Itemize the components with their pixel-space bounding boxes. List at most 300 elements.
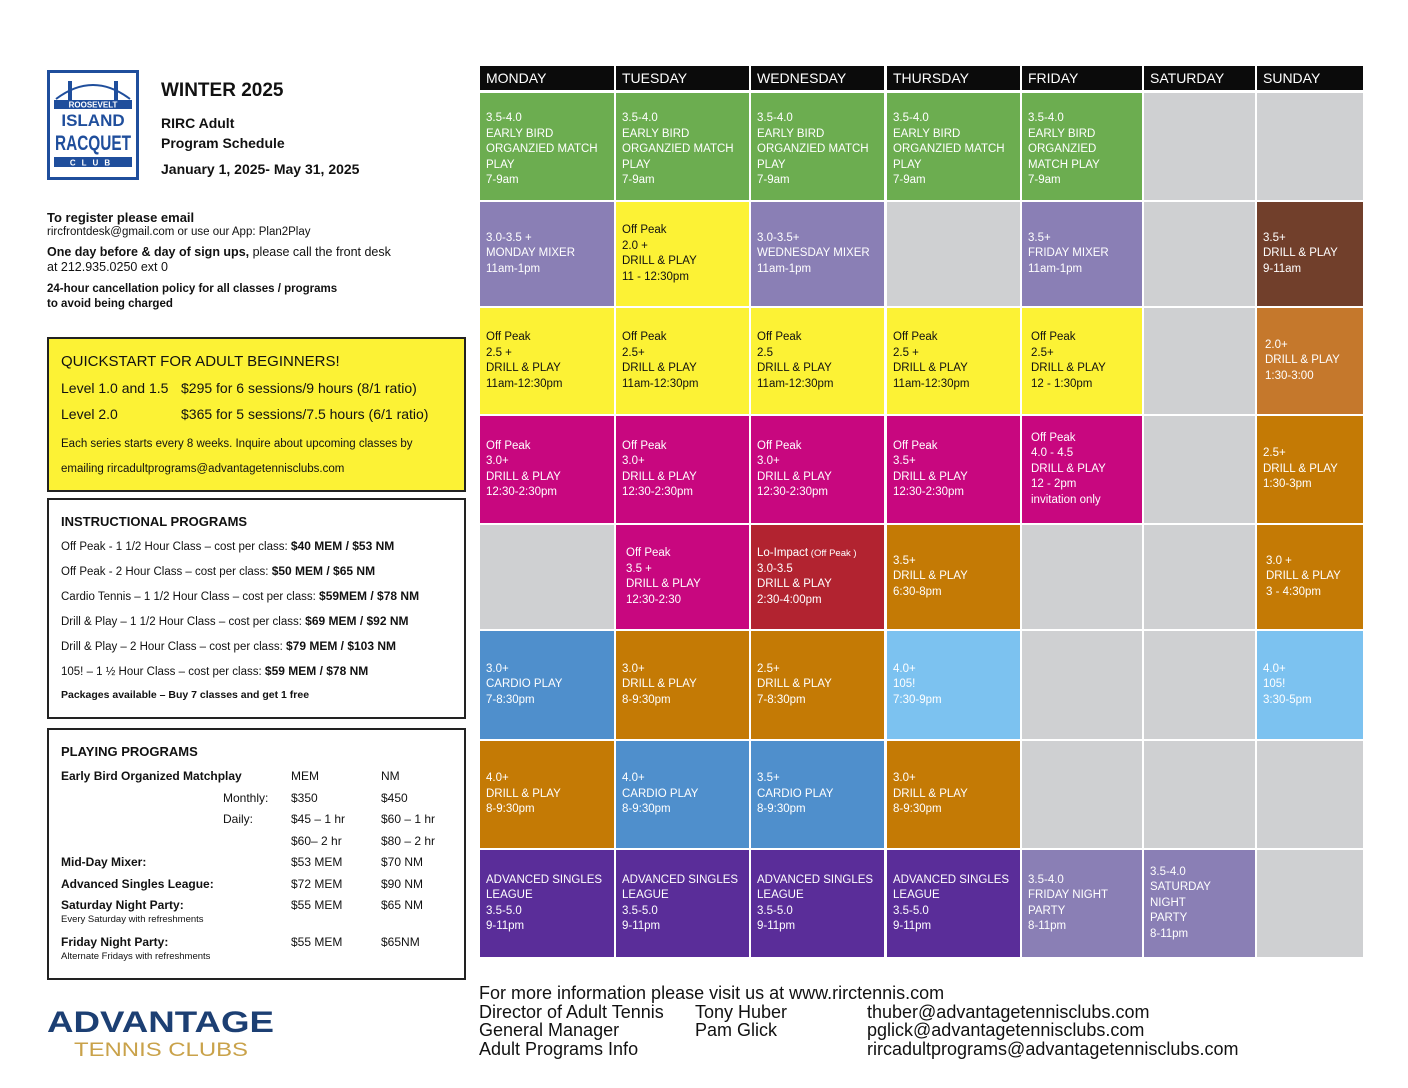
register-heading: To register please email: [47, 210, 195, 225]
cell-line: Off Peak: [486, 439, 531, 452]
register-email: rircfrontdesk@gmail.com or use our App: Plan2Play: [47, 226, 311, 238]
cell-line: WEDNESDAY MIXER: [757, 247, 870, 260]
day-header-wednesday: WEDNESDAY: [751, 66, 884, 90]
off-peak-label: (Off Peak ): [808, 548, 857, 559]
signup-notice: please call the front desk: [249, 245, 391, 259]
schedule-cell: [887, 741, 1020, 848]
cell-line: 9-11pm: [893, 920, 932, 932]
cell-line: DRILL & PLAY: [893, 787, 968, 800]
cell-line: Off Peak: [626, 547, 671, 559]
cell-line: ADVANCED SINGLES: [622, 873, 739, 886]
cell-line: DRILL & PLAY: [1265, 354, 1340, 367]
lo-impact-label: Lo-Impact: [757, 547, 809, 559]
cell-line: DRILL & PLAY: [757, 470, 832, 483]
schedule-cell: [616, 93, 749, 200]
cell-line: 3.5-5.0: [757, 904, 793, 917]
cell-line: LEAGUE: [757, 889, 804, 901]
saturday-mem: $55 MEM: [291, 898, 343, 912]
cell-line: SATURDAY NIGHT: [1150, 881, 1211, 909]
cell-line: 3.5-4.0: [486, 112, 522, 124]
schedule-cell: [1257, 308, 1363, 414]
website-info: For more information please visit us at www.rirctennis.com: [479, 983, 945, 1003]
contact-row: [479, 1021, 1299, 1040]
price-value: $59 MEM / $78 NM: [264, 664, 369, 678]
registration-info: [47, 210, 457, 312]
monthly-nm: $450: [381, 790, 408, 805]
empty-cell: [1022, 631, 1142, 739]
cell-line: 3.5+: [1263, 231, 1286, 244]
saturday-nm: $65 NM: [381, 898, 424, 912]
cell-line: 1:30-3:00: [1265, 369, 1314, 382]
cell-line: 3.5-5.0: [622, 904, 658, 917]
mem-header: MEM: [291, 769, 319, 783]
empty-cell: [1144, 741, 1255, 848]
schedule-cell: [480, 93, 614, 200]
empty-cell: [1144, 631, 1255, 739]
cell-line: 4.0+: [486, 772, 509, 785]
price-value: $59MEM / $78 NM: [319, 589, 420, 603]
price-row: [61, 614, 452, 639]
empty-cell: [1022, 525, 1142, 629]
cell-line: 3.0-3.5: [757, 562, 793, 575]
daily-mem: $45 – 1 hr: [291, 812, 346, 826]
cell-line: PARTY: [1150, 912, 1188, 925]
cell-line: CARDIO PLAY: [486, 678, 563, 691]
cell-line: 1:30-3pm: [1263, 478, 1312, 491]
day-header-tuesday: TUESDAY: [616, 66, 749, 90]
cell-line: 4.0+: [622, 772, 645, 785]
cell-line: 12 - 2pm: [1031, 478, 1077, 491]
cell-line: 3.5 +: [626, 562, 652, 575]
cell-line: 2.0 +: [622, 239, 648, 252]
cell-line: 3.5-5.0: [893, 904, 929, 917]
empty-cell: [480, 525, 614, 629]
cell-line: 11am-12:30pm: [893, 377, 970, 390]
cell-line: Off Peak: [1031, 331, 1076, 343]
cell-line: ADVANCED SINGLES: [486, 873, 603, 886]
cell-line: 7-8:30pm: [757, 693, 806, 706]
empty-cell: [1257, 93, 1363, 200]
price-desc: 105! – 1 ½ Hour Class – cost per class:: [61, 666, 265, 678]
contact-name: Tony Huber: [695, 1001, 788, 1022]
cell-line: 11am-12:30pm: [486, 377, 563, 390]
schedule-cell: [751, 93, 884, 200]
monthly-label: Monthly:: [223, 790, 269, 805]
price-value: $79 MEM / $103 NM: [285, 639, 397, 653]
empty-cell: [1144, 308, 1255, 414]
cell-line: LEAGUE: [622, 889, 669, 901]
cell-line: 2.5+: [622, 346, 645, 359]
quickstart-email: emailing rircadultprograms@advantagetennisclubs.com: [61, 463, 345, 475]
cell-line: 2.5+: [1031, 346, 1054, 359]
cell-line: 12 - 1:30pm: [1031, 377, 1093, 390]
cell-line: 2.5+: [757, 662, 780, 675]
cell-line: 12:30-2:30pm: [893, 486, 964, 498]
cell-line: 11am-1pm: [757, 262, 812, 275]
friday-label: Friday Night Party:: [61, 935, 169, 949]
schedule-cell: [887, 631, 1020, 739]
level-label: Level 1.0 and 1.5: [61, 380, 169, 396]
price-value: $69 MEM / $92 NM: [305, 614, 409, 628]
cell-line: MONDAY MIXER: [486, 247, 576, 260]
cell-line: DRILL & PLAY: [1266, 570, 1341, 583]
cell-line: 12:30-2:30pm: [622, 486, 693, 498]
cell-line: 8-11pm: [1028, 920, 1067, 932]
cell-line: 11am-12:30pm: [757, 377, 834, 390]
logo-line1: ROOSEVELT: [68, 100, 118, 110]
cell-line: Off Peak: [893, 439, 938, 452]
program-dates: January 1, 2025- May 31, 2025: [161, 161, 360, 177]
contact-email[interactable]: rircadultprograms@advantagetennisclubs.com: [867, 1038, 1239, 1059]
cell-line: DRILL & PLAY: [486, 787, 561, 800]
cell-line: 3.5-4.0: [1028, 873, 1064, 886]
cell-line: 8-11pm: [1150, 927, 1189, 940]
cell-line: 105!: [893, 678, 916, 691]
schedule-cell: [751, 525, 884, 629]
empty-cell: [1022, 741, 1142, 848]
cell-line: EARLY BIRD: [757, 127, 825, 140]
advantage-tennis-logo: [46, 1004, 276, 1065]
cell-line: 2.5 +: [486, 346, 512, 359]
cell-line: ADVANCED SINGLES: [757, 873, 874, 886]
daily-nm-2: $80 – 2 hr: [381, 833, 436, 848]
schedule-cell: [1257, 202, 1363, 306]
cell-line: ORGANZIED MATCH: [893, 143, 1005, 155]
cell-line: 3.0+: [893, 772, 916, 785]
rirc-logo: [47, 70, 139, 180]
price-row: [61, 639, 452, 664]
cell-line: 3.5+: [893, 455, 916, 467]
day-header-saturday: SATURDAY: [1144, 66, 1255, 90]
cell-line: 12:30-2:30pm: [757, 486, 828, 498]
schedule-cell: [751, 741, 884, 848]
schedule-cell: [1022, 202, 1142, 306]
cell-line: 3.0 +: [1266, 554, 1292, 567]
advanced-label: Advanced Singles League:: [61, 876, 214, 891]
schedule-cell: [751, 416, 884, 523]
contact-email[interactable]: pglick@advantagetennisclubs.com: [867, 1020, 1145, 1040]
tennis-clubs-wordmark: TENNIS CLUBS: [74, 1040, 248, 1061]
cell-line: 9-11pm: [486, 920, 525, 932]
cell-line: 8-9:30pm: [622, 803, 671, 816]
schedule-cell: [480, 850, 614, 957]
cell-line: 7:30-9pm: [893, 693, 942, 706]
cell-line: LEAGUE: [893, 889, 940, 901]
cell-line: Off Peak: [622, 224, 667, 236]
subtitle-line1: RIRC Adult: [161, 115, 235, 131]
instructional-title: INSTRUCTIONAL PROGRAMS: [61, 514, 248, 529]
cell-line: 3.5+: [1028, 231, 1051, 244]
cell-line: DRILL & PLAY: [622, 470, 697, 483]
daily-mem-2: $60– 2 hr: [291, 833, 342, 848]
level-price: $295 for 6 sessions/9 hours (8/1 ratio): [181, 380, 417, 396]
schedule-cell: [1257, 416, 1363, 523]
cell-line: PARTY: [1028, 904, 1066, 917]
cell-line: 8-9:30pm: [893, 803, 942, 816]
cell-line: 7-9am: [486, 174, 519, 186]
cell-line: invitation only: [1031, 493, 1101, 506]
empty-cell: [1144, 525, 1255, 629]
cell-line: 9-11am: [1263, 262, 1302, 275]
schedule-cell: [616, 416, 749, 523]
cell-line: 3.5-4.0: [757, 112, 793, 124]
cell-line: DRILL & PLAY: [757, 578, 832, 590]
cell-line: 3.5-4.0: [1150, 865, 1186, 878]
cell-line: DRILL & PLAY: [1031, 362, 1106, 374]
cell-line: 12:30-2:30: [626, 593, 681, 606]
schedule-cell: [616, 202, 749, 306]
cell-line: LEAGUE: [486, 889, 533, 901]
schedule-cell: [751, 850, 884, 957]
cell-line: 3.0-3.5 +: [486, 231, 532, 244]
cell-line: 105!: [1263, 678, 1286, 691]
contact-role: General Manager: [479, 1020, 620, 1040]
schedule-cell: [480, 741, 614, 848]
level-label: Level 2.0: [61, 406, 118, 422]
cell-line: PLAY: [757, 158, 786, 171]
day-header-thursday: THURSDAY: [887, 66, 1020, 90]
price-row: [61, 589, 452, 614]
cancellation-policy-2: to avoid being charged: [47, 298, 173, 310]
cell-line: PLAY: [893, 158, 922, 171]
midday-mem: $53 MEM: [291, 855, 343, 869]
cell-line: 4.0+: [893, 662, 916, 675]
cell-line: 8-9:30pm: [486, 803, 535, 816]
playing-title: PLAYING PROGRAMS: [61, 744, 198, 759]
cell-line: FRIDAY NIGHT: [1028, 889, 1109, 901]
friday-nm: $65NM: [381, 935, 420, 949]
cell-line: DRILL & PLAY: [893, 362, 968, 374]
early-bird-label: Early Bird Organized Matchplay: [61, 769, 242, 783]
cell-line: ADVANCED SINGLES: [893, 873, 1010, 886]
cell-line: 11am-1pm: [1028, 262, 1083, 275]
schedule-cell: [1022, 308, 1142, 414]
cell-line: CARDIO PLAY: [757, 787, 834, 800]
cell-line: DRILL & PLAY: [1263, 247, 1338, 260]
schedule-cell: [887, 850, 1020, 957]
cell-line: ORGANZIED MATCH: [757, 143, 869, 155]
price-desc: Drill & Play – 1 1/2 Hour Class – cost per class:: [61, 616, 306, 628]
cell-line: EARLY BIRD: [893, 127, 961, 140]
price-desc: Cardio Tennis – 1 1/2 Hour Class – cost per class:: [61, 591, 320, 603]
advanced-mem: $72 MEM: [291, 876, 343, 891]
cell-line: 9-11pm: [757, 920, 796, 932]
cell-line: 8-9:30pm: [757, 803, 806, 816]
cell-line: 2:30-4:00pm: [757, 593, 822, 606]
cell-line: EARLY BIRD: [622, 127, 690, 140]
cell-line: DRILL & PLAY: [1263, 462, 1338, 475]
monthly-mem: $350: [291, 790, 318, 805]
cell-line: CARDIO PLAY: [622, 787, 699, 800]
cell-line: 7-9am: [1028, 174, 1061, 186]
saturday-label: Saturday Night Party:: [61, 898, 184, 912]
empty-cell: [1144, 202, 1255, 306]
daily-nm: $60 – 1 hr: [381, 812, 436, 826]
subtitle-line2: Program Schedule: [161, 135, 285, 151]
cell-line: 9-11pm: [622, 920, 661, 932]
day-header-friday: FRIDAY: [1022, 66, 1142, 90]
cell-line: FRIDAY MIXER: [1028, 247, 1109, 260]
quickstart-note: Each series starts every 8 weeks. Inquire about upcoming classes by: [61, 438, 413, 450]
logo-line4: CLUB: [69, 158, 117, 168]
cell-line: DRILL & PLAY: [626, 578, 701, 590]
price-desc: Drill & Play – 2 Hour Class – cost per class:: [61, 641, 286, 653]
nm-header: NM: [381, 769, 400, 783]
cell-line: 3.0+: [757, 455, 780, 467]
cell-line: 7-8:30pm: [486, 693, 535, 706]
friday-mem: $55 MEM: [291, 935, 343, 949]
empty-cell: [1144, 93, 1255, 200]
cell-line: DRILL & PLAY: [622, 255, 697, 267]
instructional-programs-box: [47, 498, 466, 719]
cell-line: 3.0+: [622, 662, 645, 675]
price-value: $50 MEM / $65 NM: [271, 564, 376, 578]
schedule-cell: [1022, 93, 1142, 200]
logo-line3: RACQUET: [55, 132, 132, 155]
cell-line: 3.0+: [486, 455, 509, 467]
cancellation-policy: 24-hour cancellation policy for all classes / programs: [47, 283, 338, 295]
midday-label: Mid-Day Mixer:: [61, 855, 147, 869]
level-price: $365 for 5 sessions/7.5 hours (6/1 ratio): [181, 406, 429, 422]
advanced-nm: $90 NM: [381, 876, 424, 891]
cell-line: 3.0+: [486, 662, 509, 675]
day-header-monday: MONDAY: [480, 66, 614, 90]
empty-cell: [1257, 741, 1363, 848]
cell-line: PLAY: [622, 158, 651, 171]
quickstart-row: [61, 380, 452, 396]
schedule-cell: [1257, 525, 1363, 629]
contact-row: [479, 1040, 1299, 1059]
cell-line: DRILL & PLAY: [893, 470, 968, 483]
cell-line: 3:30-5pm: [1263, 693, 1312, 706]
cell-line: 11am-1pm: [486, 262, 541, 275]
contact-role: Adult Programs Info: [479, 1038, 639, 1059]
schedule-cell: [480, 631, 614, 739]
cell-line: 3.5-4.0: [893, 112, 929, 124]
schedule-cell: [1144, 850, 1255, 957]
playing-programs-box: [47, 728, 466, 980]
cell-line: EARLY BIRD: [1028, 127, 1096, 140]
cell-line: DRILL & PLAY: [622, 678, 697, 691]
empty-cell: [1144, 416, 1255, 523]
cell-line: Off Peak: [757, 331, 802, 343]
cell-line: DRILL & PLAY: [486, 470, 561, 483]
quickstart-title: QUICKSTART FOR ADULT BEGINNERS!: [61, 353, 340, 370]
price-row: [61, 539, 452, 564]
cell-line: 3.0+: [622, 455, 645, 467]
price-value: $40 MEM / $53 NM: [290, 539, 395, 553]
contact-row: [479, 1003, 1299, 1022]
cell-line: 2.5: [757, 346, 773, 359]
logo-line2: ISLAND: [61, 111, 125, 130]
day-header-sunday: SUNDAY: [1257, 66, 1363, 90]
cell-line: 3.5+: [893, 554, 916, 567]
cell-line: ORGANZIED: [1028, 143, 1097, 155]
cell-line: PLAY: [486, 158, 515, 171]
cell-line: DRILL & PLAY: [757, 678, 832, 691]
schedule-cell: [751, 631, 884, 739]
cell-line: ORGANZIED MATCH: [486, 143, 598, 155]
cell-line: Off Peak: [622, 439, 667, 452]
price-desc: Off Peak - 2 Hour Class – cost per class:: [61, 566, 272, 578]
schedule-cell: [887, 93, 1020, 200]
cell-line: DRILL & PLAY: [1031, 462, 1106, 475]
cell-line: DRILL & PLAY: [622, 362, 697, 374]
cell-line: Off Peak: [893, 331, 938, 343]
daily-label: Daily:: [223, 812, 254, 826]
cell-line: 2.5 +: [893, 346, 919, 359]
cell-line: DRILL & PLAY: [893, 570, 968, 583]
cell-line: 3.5-4.0: [1028, 112, 1064, 124]
cell-line: Off Peak: [1031, 431, 1076, 444]
schedule-cell: [1022, 416, 1142, 523]
cell-line: 3 - 4:30pm: [1266, 585, 1321, 598]
cell-line: Off Peak: [622, 331, 667, 343]
contact-footer: [479, 984, 1299, 1058]
cell-line: DRILL & PLAY: [757, 362, 832, 374]
schedule-cell: [1022, 850, 1142, 957]
advantage-wordmark: ADVANTAGE: [47, 1006, 274, 1039]
cell-line: DRILL & PLAY: [486, 362, 561, 374]
contact-email[interactable]: thuber@advantagetennisclubs.com: [867, 1001, 1150, 1022]
cell-line: 2.5+: [1263, 447, 1286, 460]
schedule-cell: [616, 850, 749, 957]
empty-cell: [1257, 850, 1363, 957]
cell-line: 4.0+: [1263, 662, 1286, 675]
cell-line: 12:30-2:30pm: [486, 486, 557, 498]
schedule-cell: [480, 308, 614, 414]
schedule-cell: [751, 308, 884, 414]
cell-line: 3.5-5.0: [486, 904, 522, 917]
contact-role: Director of Adult Tennis: [479, 1001, 664, 1022]
cell-line: 7-9am: [893, 174, 926, 186]
price-row: [61, 564, 452, 589]
cell-line: 6:30-8pm: [893, 585, 942, 598]
cell-line: 11 - 12:30pm: [622, 270, 689, 283]
quickstart-box: [47, 337, 466, 492]
cell-line: ORGANZIED MATCH: [622, 143, 734, 155]
cell-line: 3.5-4.0: [622, 112, 658, 124]
cell-line: 2.0+: [1265, 338, 1288, 351]
saturday-note: Every Saturday with refreshments: [61, 914, 204, 925]
season-title: WINTER 2025: [161, 80, 284, 101]
price-desc: Off Peak - 1 1/2 Hour Class – cost per class:: [61, 541, 291, 553]
cell-line: 7-9am: [622, 174, 655, 186]
cell-line: 3.0-3.5+: [757, 231, 800, 244]
schedule-cell: [616, 631, 749, 739]
schedule-cell: [1257, 631, 1363, 739]
empty-cell: [887, 202, 1020, 306]
schedule-cell: [480, 416, 614, 523]
price-row: [61, 664, 452, 689]
schedule-cell: [751, 202, 884, 306]
contact-name: Pam Glick: [695, 1020, 778, 1040]
schedule-cell: [616, 525, 749, 629]
packages-note: Packages available – Buy 7 classes and get 1 free: [61, 689, 310, 701]
cell-line: Off Peak: [486, 331, 531, 343]
program-subtitle: [161, 113, 285, 153]
cell-line: 11am-12:30pm: [622, 377, 699, 390]
schedule-cell: [480, 202, 614, 306]
quickstart-row: [61, 406, 452, 422]
front-desk-phone: at 212.935.0250 ext 0: [47, 260, 168, 274]
cell-line: EARLY BIRD: [486, 127, 554, 140]
midday-nm: $70 NM: [381, 855, 424, 869]
cell-line: MATCH PLAY: [1028, 158, 1100, 171]
signup-notice-bold: One day before & day of sign ups,: [47, 245, 250, 259]
schedule-cell: [616, 308, 749, 414]
cell-line: 4.0 - 4.5: [1031, 447, 1074, 460]
